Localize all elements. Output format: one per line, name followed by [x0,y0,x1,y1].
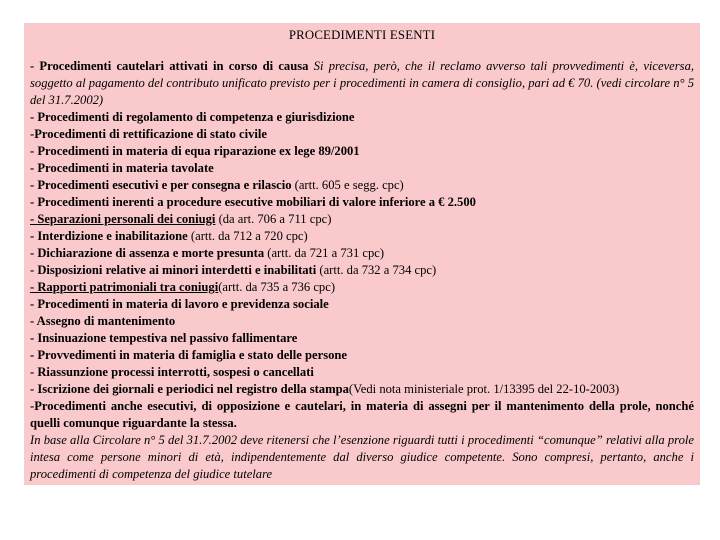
item-interdizione [30,228,694,245]
stampa-ref: (Vedi nota ministeriale prot. 1/13395 del 22-10-2003) [348,382,620,396]
item-assenza-morte-presunta [30,245,694,262]
item-iscrizione-stampa [30,381,694,398]
item-esecutive-mobiliari: - Procedimenti inerenti a procedure esecutive mobiliari di valore inferiore a € 2.500 [30,195,476,209]
item-lavoro-previdenza: - Procedimenti in materia di lavoro e previdenza sociale [30,297,329,311]
item-separazioni [30,211,694,228]
paragraph-assegni-prole: -Procedimenti anche esecutivi, di opposizione e cautelari, in materia di assegni per il mantenimento della prole, nonché quelli comunque riguardante la stessa. [30,399,694,430]
item-rettificazione-stato-civile: -Procedimenti di rettificazione di stato civile [30,127,268,141]
item-rapporti-patrimoniali [30,279,694,296]
item-regolamento-competenza: - Procedimenti di regolamento di competenza e giurisdizione [30,110,355,124]
assenza-label: - Dichiarazione di assenza e morte presunta [30,246,265,260]
paragraph-cautelari [30,58,694,109]
esecutivi-ref: (artt. 605 e segg. cpc) [291,178,404,192]
item-famiglia-stato-persone: - Provvedimenti in materia di famiglia e stato delle persone [30,348,348,362]
minori-ref: (artt. da 732 a 734 cpc) [316,263,437,277]
item-insinuazione-passivo: - Insinuazione tempestiva nel passivo fallimentare [30,331,298,345]
item-disposizioni-minori [30,262,694,279]
interdizione-ref: (artt. da 712 a 720 cpc) [187,229,308,243]
rapporti-label: - Rapporti patrimoniali tra coniugi [30,280,219,294]
item-materia-tavolate: - Procedimenti in materia tavolate [30,161,214,175]
page-title: PROCEDIMENTI ESENTI [288,28,436,42]
rapporti-ref: (artt. da 735 a 736 cpc) [218,280,336,294]
cautelari-label: - Procedimenti cautelari attivati in corso di causa [30,59,309,73]
item-assegno-mantenimento: - Assegno di mantenimento [30,314,176,328]
assenza-ref: (artt. da 721 a 731 cpc) [264,246,385,260]
separazioni-ref: (da art. 706 a 711 cpc) [215,212,332,226]
item-esecutivi-consegna [30,177,694,194]
minori-label: - Disposizioni relative ai minori interdetti e inabilitati [30,263,317,277]
stampa-label: - Iscrizione dei giornali e periodici nel registro della stampa [30,382,349,396]
slide-content-box [24,23,700,485]
item-riassunzione-processi: - Riassunzione processi interrotti, sospesi o cancellati [30,365,314,379]
esecutivi-label: - Procedimenti esecutivi e per consegna e rilascio [30,178,292,192]
item-equa-riparazione: - Procedimenti in materia di equa riparazione ex lege 89/2001 [30,144,360,158]
paragraph-circolare: In base alla Circolare n° 5 del 31.7.2002 deve ritenersi che l’esenzione riguardi tutti i procedimenti “comunque” relativi alla prole intesa come persone minori di età, indipendentemente dal diverso giudice competente. Sono compresi, pertanto, anche i procedimenti di competenza del giudice tutelare [30,433,694,481]
interdizione-label: - Interdizione e inabilitazione [30,229,188,243]
separazioni-label: - Separazioni personali dei coniugi [30,212,216,226]
cautelari-note: Si precisa, però, che il reclamo avverso tali provvedimenti è, viceversa, soggetto al pagamento del contributo unificato previsto per i procedimenti in camera di consiglio, pari ad € 70. (vedi circolare n° 5 del 31.7.2002) [30,59,695,107]
